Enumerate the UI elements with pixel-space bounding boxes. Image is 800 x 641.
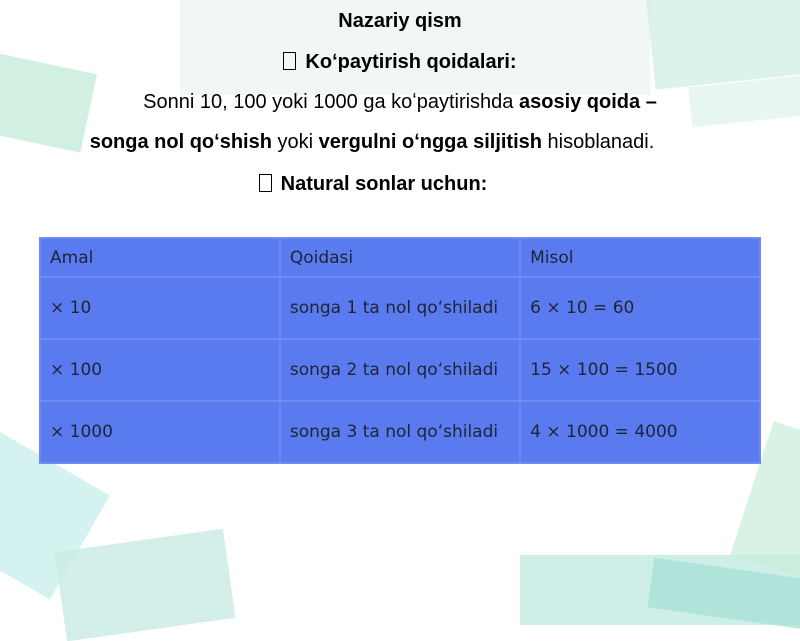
table-cell: songa 1 ta nol qoʻshiladi <box>280 277 520 339</box>
table-header-row <box>40 238 760 277</box>
table-cell: × 100 <box>40 339 280 401</box>
paragraph-bold: vergulni oʻngga siljitish <box>318 131 542 153</box>
decor-shape <box>55 529 236 641</box>
section-heading-line <box>0 171 773 197</box>
rules-table <box>39 237 761 464</box>
table-cell: 4 × 1000 = 4000 <box>520 401 760 463</box>
table-row <box>40 339 760 401</box>
paragraph-bold: asosiy qoida – <box>518 91 657 113</box>
table-row <box>40 277 760 339</box>
page-title: Nazariy qism <box>338 10 462 32</box>
paragraph-line-2 <box>0 129 772 155</box>
table-cell: 15 × 100 = 1500 <box>520 339 760 401</box>
paragraph-text: hisoblanadi. <box>541 131 655 153</box>
table-cell: × 1000 <box>40 401 280 463</box>
paragraph-bold: songa nol qoʻshish <box>89 131 272 153</box>
table-header-cell: Misol <box>520 238 760 277</box>
subtitle-line <box>0 49 800 75</box>
section-heading: Natural sonlar uchun: <box>280 173 488 195</box>
table-row <box>40 401 760 463</box>
paragraph-line-1 <box>0 89 800 115</box>
table-cell: songa 3 ta nol qoʻshiladi <box>280 401 520 463</box>
checkbox-bullet-icon <box>259 174 272 192</box>
table-cell: × 10 <box>40 277 280 339</box>
paragraph-text: Sonni 10, 100 yoki 1000 ga koʻpaytirishda <box>143 91 519 113</box>
table-header-cell: Amal <box>40 238 280 277</box>
subtitle: Koʻpaytirish qoidalari: <box>305 51 517 73</box>
checkbox-bullet-icon <box>283 52 296 70</box>
table-cell: songa 2 ta nol qoʻshiladi <box>280 339 520 401</box>
table-header-cell: Qoidasi <box>280 238 520 277</box>
table-cell: 6 × 10 = 60 <box>520 277 760 339</box>
paragraph-text: yoki <box>271 131 319 153</box>
